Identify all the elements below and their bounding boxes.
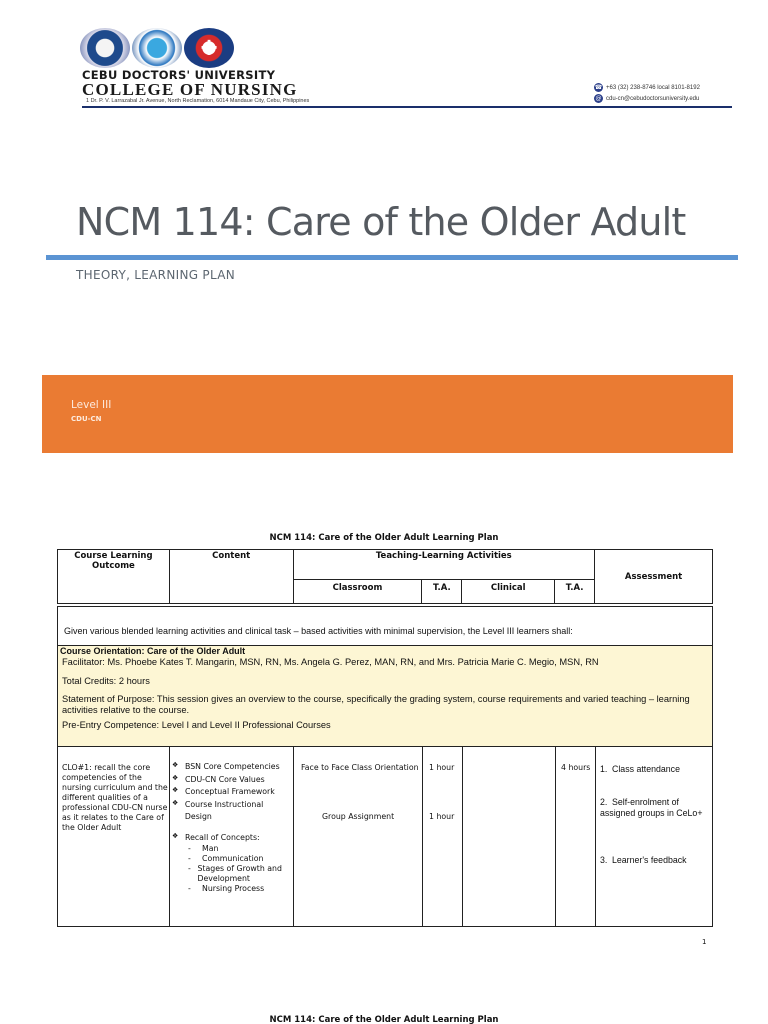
col-assessment: Assessment	[595, 550, 713, 604]
course-orientation-block	[58, 645, 712, 747]
list-item: ❖ Conceptual Framework	[172, 786, 292, 799]
col-classroom: Classroom	[293, 580, 422, 604]
orientation-facilitator: Facilitator: Ms. Phoebe Kates T. Mangarin, MSN, RN, Ms. Angela G. Perez, MAN, RN, and Mrs. Patricia Marie C. Megio, MSN, RN	[62, 657, 599, 667]
diamond-bullet-icon: ❖	[172, 773, 179, 782]
assessment-item: 2. Self-enrolment of assigned groups in CeLo+	[600, 797, 703, 818]
page-subtitle: THEORY, LEARNING PLAN	[76, 268, 236, 282]
classroom-activity-1: Face to Face Class Orientation	[301, 763, 419, 772]
list-item: - Nursing Process	[188, 884, 265, 893]
intro-text: Given various blended learning activities and clinical task – based activities with minimal supervision, the Level III learners shall:	[64, 626, 573, 636]
col-ta-1: T.A.	[422, 580, 462, 604]
col-content: Content	[169, 550, 293, 604]
column-divider	[462, 747, 463, 927]
list-item: - Man	[188, 844, 219, 853]
college-address: 1 Dr. P. V. Larrazabal Jr. Avenue, North Reclamation, 6014 Mandaue City, Cebu, Philippines	[86, 98, 310, 104]
list-item: ❖ BSN Core Competencies	[172, 761, 292, 774]
assessment-item: 3. Learner's feedback	[600, 855, 687, 865]
page-number: 1	[702, 938, 707, 946]
phone-text: +63 (32) 238-8746 local 8101-8192	[606, 84, 700, 91]
col-tla: Teaching-Learning Activities	[293, 550, 595, 580]
learning-plan-body	[57, 606, 713, 927]
diamond-bullet-icon: ❖	[172, 831, 179, 840]
clinical-ta-value: 4 hours	[561, 763, 591, 772]
diamond-bullet-icon: ❖	[172, 761, 179, 769]
nursing-seal-icon	[184, 28, 234, 68]
phone-icon: ☎	[594, 84, 603, 91]
list-item: ❖ Course Instructional Design	[172, 799, 292, 824]
col-ta-2: T.A.	[555, 580, 595, 604]
orientation-pre-entry: Pre-Entry Competence: Level I and Level II Professional Courses	[62, 720, 331, 730]
assessment-item: 1. Class attendance	[600, 764, 680, 774]
col-clo: Course Learning Outcome	[58, 550, 170, 604]
email-icon: @	[595, 95, 602, 102]
university-logos	[80, 28, 234, 70]
orientation-credits: Total Credits: 2 hours	[62, 676, 150, 686]
column-divider	[169, 747, 170, 927]
list-item: - Stages of Growth and Development	[188, 864, 282, 883]
university-seal-icon	[80, 28, 130, 68]
level-banner	[42, 375, 733, 453]
next-page-heading: NCM 114: Care of the Older Adult Learning Plan	[269, 1015, 499, 1024]
ta-1-value: 1 hour	[429, 763, 455, 772]
clo-text: CLO#1: recall the core competencies of the nursing curriculum and the different qualities of a professional CDU-CN nurse as it relates to the Care of the Older Adult	[62, 763, 168, 832]
learning-plan-header-table	[57, 549, 713, 604]
page-title: NCM 114: Care of the Older Adult	[76, 200, 686, 244]
orientation-title: Course Orientation: Care of the Older Adult	[60, 646, 246, 656]
diamond-bullet-icon: ❖	[172, 786, 179, 794]
list-item: ❖ Recall of Concepts:	[172, 832, 292, 845]
contact-phone	[594, 83, 700, 92]
college-seal-icon	[132, 28, 182, 68]
email-text: cdu-cn@cebudoctorsuniversity.edu	[606, 95, 700, 102]
ta-2-value: 1 hour	[429, 812, 455, 821]
diamond-bullet-icon: ❖	[172, 798, 179, 807]
university-name: CEBU DOCTORS' UNIVERSITY	[82, 68, 276, 82]
col-clinical: Clinical	[462, 580, 555, 604]
orientation-purpose: Statement of Purpose: This session gives an overview to the course, specifically the grading system, course requirements and varied teaching – learning activities relative to the course.	[62, 694, 690, 715]
title-rule	[46, 255, 738, 260]
header-divider	[82, 106, 732, 108]
column-divider	[422, 747, 423, 927]
contact-email	[594, 94, 699, 103]
column-divider	[595, 747, 596, 927]
classroom-activity-2: Group Assignment	[322, 812, 395, 821]
list-item: ❖ CDU-CN Core Values	[172, 774, 292, 787]
column-divider	[293, 747, 294, 927]
org-label: CDU-CN	[71, 415, 102, 423]
column-divider	[555, 747, 556, 927]
list-item: - Communication	[188, 854, 264, 863]
college-name: COLLEGE OF NURSING	[82, 80, 298, 99]
learning-plan-heading: NCM 114: Care of the Older Adult Learning Plan	[269, 533, 499, 543]
table-row	[58, 747, 712, 927]
level-label: Level III	[71, 399, 112, 411]
content-list	[172, 761, 292, 894]
